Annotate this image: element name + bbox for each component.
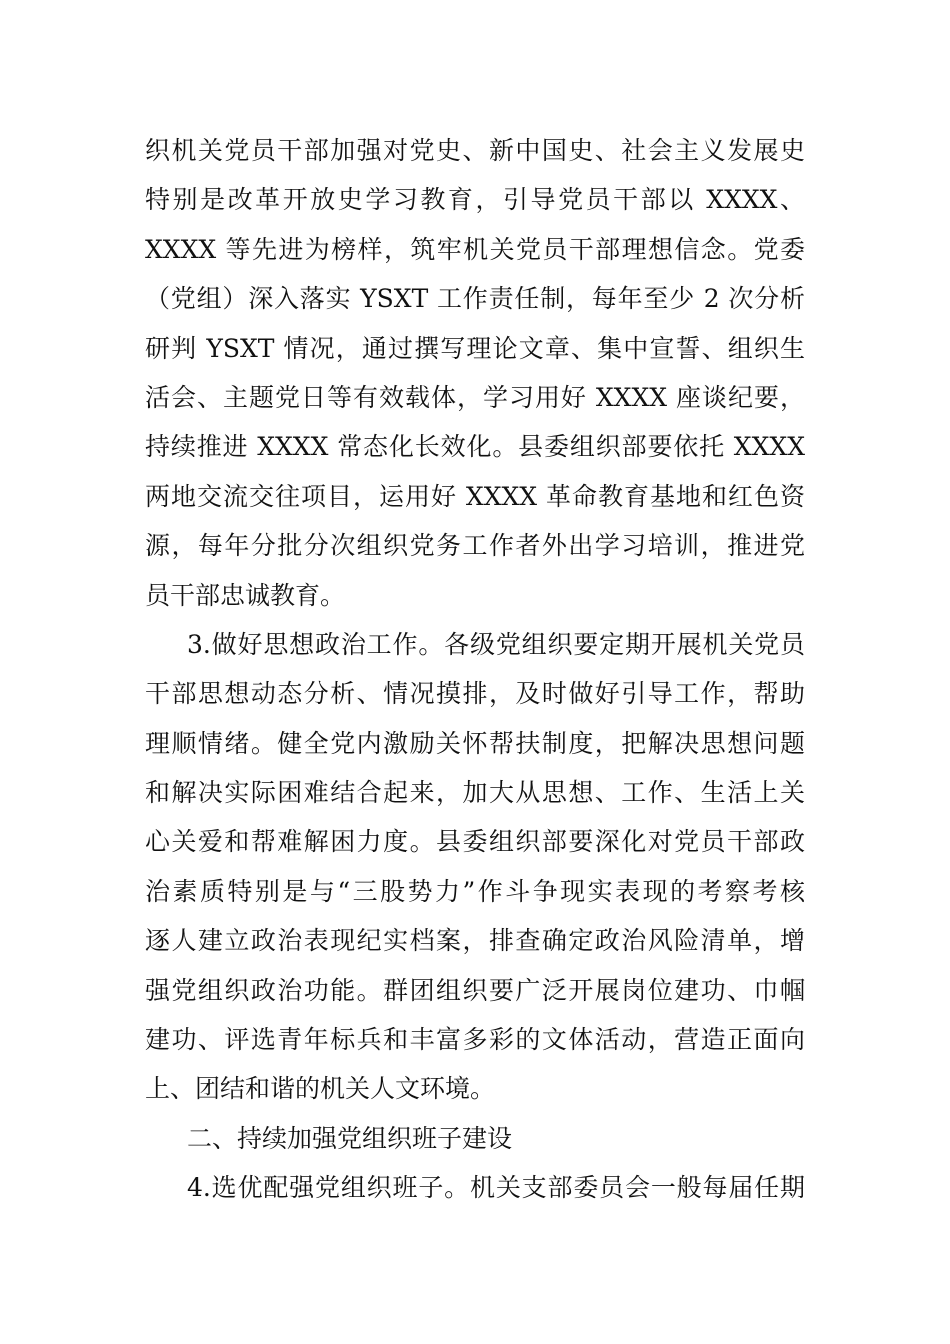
text-line: XXXX 等先进为榜样，筑牢机关党员干部理想信念。党委 [145, 234, 805, 264]
section-heading: 二、持续加强党组织班子建设 [187, 1123, 513, 1153]
text-line: 上、团结和谐的机关人文环境。 [145, 1074, 496, 1104]
text-line: 和解决实际困难结合起来，加大从思想、工作、生活上关 [145, 778, 805, 808]
text-line: 建功、评选青年标兵和丰富多彩的文体活动，营造正面向 [145, 1025, 805, 1055]
text-line: 治素质特别是与“三股势力”作斗争现实表现的考察考核 [145, 876, 805, 906]
text-line: （党组）深入落实 YSXT 工作责任制，每年至少 2 次分析 [145, 284, 805, 314]
text-line: 逐人建立政治表现纪实档案，排查确定政治风险清单，增 [145, 926, 805, 956]
text-line: 持续推进 XXXX 常态化长效化。县委组织部要依托 XXXX [145, 432, 805, 462]
text-line: 两地交流交往项目，运用好 XXXX 革命教育基地和红色资 [145, 481, 805, 511]
text-line: 干部思想动态分析、情况摸排，及时做好引导工作，帮助 [145, 679, 805, 709]
document-body [145, 126, 805, 1213]
paragraph-start-line: 3.做好思想政治工作。各级党组织要定期开展机关党员 [187, 629, 805, 659]
paragraph-start-line: 4.选优配强党组织班子。机关支部委员会一般每届任期 [187, 1173, 805, 1203]
text-line: 强党组织政治功能。群团组织要广泛开展岗位建功、巾帼 [145, 975, 805, 1005]
text-line: 员干部忠诚教育。 [145, 580, 346, 610]
text-line: 织机关党员干部加强对党史、新中国史、社会主义发展史 [145, 136, 805, 165]
text-line: 理顺情绪。健全党内激励关怀帮扶制度，把解决思想问题 [145, 728, 805, 758]
text-line: 活会、主题党日等有效载体，学习用好 XXXX 座谈纪要， [145, 382, 805, 412]
text-line: 特别是改革开放史学习教育，引导党员干部以 XXXX、 [145, 185, 805, 215]
text-line: 源，每年分批分次组织党务工作者外出学习培训，推进党 [145, 531, 805, 561]
text-line: 研判 YSXT 情况，通过撰写理论文章、集中宣誓、组织生 [145, 333, 805, 363]
text-line: 心关爱和帮难解困力度。县委组织部要深化对党员干部政 [145, 827, 805, 857]
